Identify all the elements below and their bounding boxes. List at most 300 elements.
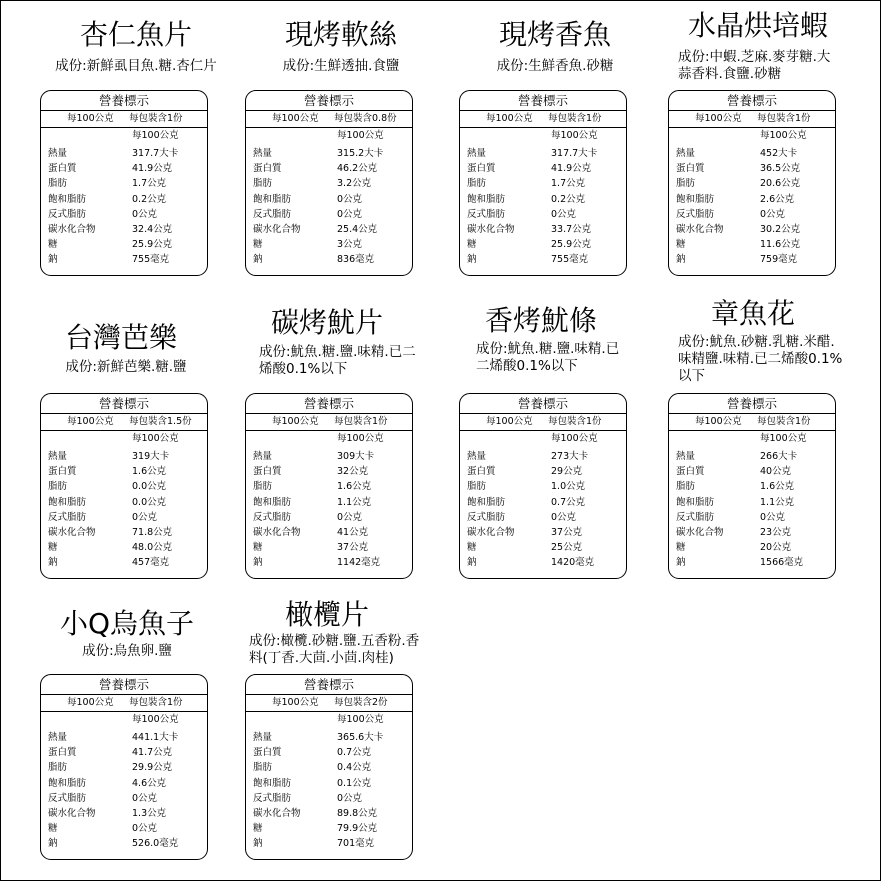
nutrient-name: 糖	[676, 239, 686, 251]
nutrient-name: 脂肪	[253, 178, 273, 190]
nutrient-row	[246, 821, 412, 836]
nutrient-row	[41, 222, 207, 237]
ingredients-text: 成份:魷魚.糖.鹽.味精.已二烯酸0.1%以下	[259, 344, 416, 377]
nutrient-value: 1.6公克	[337, 481, 372, 493]
per-100g-label: 每100公克	[272, 113, 319, 124]
product-title: 碳烤魷片	[270, 306, 383, 339]
nutrient-value: 759毫克	[760, 254, 798, 266]
nutrient-name: 熱量	[48, 732, 68, 743]
nutrient-value: 0.7公克	[551, 496, 586, 508]
nutrient-name: 糖	[467, 239, 477, 251]
nutrient-row	[246, 495, 412, 510]
servings-per-package: 每包裝含1份	[129, 697, 183, 708]
nutrition-panel	[668, 90, 836, 276]
nutrient-value: 0.2公克	[551, 193, 586, 205]
nutrient-value: 319大卡	[132, 451, 170, 462]
nutrient-value: 309大卡	[337, 451, 375, 462]
nutrient-row	[246, 806, 412, 821]
nutrient-row	[41, 836, 207, 851]
per-100g-column-header	[669, 128, 835, 144]
per-100g-column-header	[669, 431, 835, 447]
nutrient-rows	[246, 146, 412, 268]
nutrient-value: 1566毫克	[760, 557, 804, 569]
nutrient-value: 755毫克	[551, 254, 589, 266]
nutrient-name: 脂肪	[48, 178, 68, 190]
nutrient-value: 11.6公克	[760, 239, 801, 251]
nutrient-row	[246, 161, 412, 176]
nutrient-name: 鈉	[676, 254, 686, 266]
per-100g-label: 每100公克	[695, 113, 742, 124]
nutrient-row	[41, 776, 207, 791]
per-100g-col-label: 每100公克	[337, 714, 384, 725]
nutrient-name: 飽和脂肪	[253, 777, 292, 789]
nutrient-rows	[246, 449, 412, 571]
panel-title: 營養標示	[460, 91, 626, 111]
per-100g-col-label: 每100公克	[132, 433, 179, 444]
per-100g-column-header	[41, 431, 207, 447]
servings-per-package: 每包裝含1份	[129, 113, 183, 124]
nutrient-value: 755毫克	[132, 254, 170, 266]
nutrient-value: 0公克	[337, 792, 363, 804]
nutrient-name: 熱量	[48, 148, 68, 159]
ingredients-text: 成份:魷魚.砂糖.乳糖.米醋.味精鹽.味精.已二烯酸0.1%以下	[678, 334, 843, 384]
nutrient-value: 79.9公克	[337, 823, 378, 835]
nutrient-value: 41公克	[337, 526, 369, 538]
servings-per-package: 每包裝含2份	[334, 697, 388, 708]
serving-row	[669, 414, 835, 431]
nutrient-value: 32.4公克	[132, 223, 173, 235]
serving-row	[460, 111, 626, 128]
nutrient-name: 反式脂肪	[253, 208, 292, 220]
product-title: 現烤軟絲	[284, 18, 397, 51]
nutrient-name: 鈉	[676, 557, 686, 569]
product-title: 現烤香魚	[498, 18, 611, 51]
nutrient-row	[460, 192, 626, 207]
nutrient-value: 20公克	[760, 542, 792, 554]
panel-title: 營養標示	[246, 675, 412, 695]
per-100g-column-header	[460, 128, 626, 144]
serving-row	[246, 414, 412, 431]
serving-row	[246, 695, 412, 712]
nutrient-rows	[460, 449, 626, 571]
nutrient-name: 碳水化合物	[48, 807, 96, 819]
nutrient-value: 41.9公克	[132, 163, 173, 175]
nutrient-name: 碳水化合物	[676, 223, 724, 235]
nutrient-value: 1.1公克	[760, 496, 795, 508]
nutrient-row	[41, 806, 207, 821]
nutrient-row	[669, 510, 835, 525]
nutrient-value: 1.3公克	[132, 807, 167, 819]
nutrition-panel	[459, 393, 627, 579]
nutrient-row	[246, 745, 412, 760]
nutrient-row	[669, 449, 835, 464]
nutrient-value: 1.1公克	[337, 496, 372, 508]
per-100g-col-label: 每100公克	[132, 130, 179, 141]
nutrition-panel	[459, 90, 627, 276]
nutrient-row	[669, 252, 835, 267]
nutrient-row	[246, 207, 412, 222]
nutrient-row	[460, 495, 626, 510]
nutrient-row	[460, 252, 626, 267]
nutrient-name: 反式脂肪	[48, 792, 87, 804]
nutrient-name: 飽和脂肪	[48, 777, 87, 789]
ingredients-text: 成份:新鮮芭樂.糖.鹽	[65, 359, 187, 375]
nutrient-name: 蛋白質	[253, 466, 282, 478]
nutrient-value: 452大卡	[760, 148, 798, 159]
per-100g-label: 每100公克	[695, 416, 742, 427]
nutrient-name: 熱量	[676, 148, 696, 159]
nutrition-panel	[668, 393, 836, 579]
nutrition-panel	[245, 90, 413, 276]
nutrition-panel	[40, 90, 208, 276]
nutrient-rows	[669, 449, 835, 571]
nutrient-value: 0.0公克	[132, 481, 167, 493]
servings-per-package: 每包裝含1份	[548, 416, 602, 427]
per-100g-col-label: 每100公克	[132, 714, 179, 725]
nutrient-value: 273大卡	[551, 451, 589, 462]
nutrient-row	[41, 207, 207, 222]
per-100g-col-label: 每100公克	[760, 130, 807, 141]
nutrient-value: 30.2公克	[760, 223, 801, 235]
nutrient-value: 37公克	[551, 526, 583, 538]
servings-per-package: 每包裝含1份	[757, 113, 811, 124]
nutrition-panel	[245, 393, 413, 579]
nutrient-value: 1.6公克	[132, 466, 167, 478]
nutrient-value: 4.6公克	[132, 777, 167, 789]
per-100g-label: 每100公克	[67, 697, 114, 708]
nutrient-name: 飽和脂肪	[253, 496, 292, 508]
nutrient-value: 1.7公克	[132, 178, 167, 190]
nutrient-name: 鈉	[48, 254, 58, 266]
serving-row	[669, 111, 835, 128]
nutrient-name: 蛋白質	[676, 466, 705, 478]
nutrient-name: 糖	[253, 239, 263, 251]
nutrient-value: 25.9公克	[132, 239, 173, 251]
nutrient-value: 315.2大卡	[337, 148, 384, 159]
nutrient-name: 糖	[253, 542, 263, 554]
per-100g-label: 每100公克	[67, 113, 114, 124]
nutrient-name: 反式脂肪	[48, 208, 87, 220]
nutrient-value: 317.7大卡	[551, 148, 598, 159]
panel-title: 營養標示	[669, 394, 835, 414]
servings-per-package: 每包裝含1.5份	[129, 416, 192, 427]
nutrient-row	[41, 555, 207, 570]
nutrient-row	[41, 760, 207, 775]
nutrient-row	[460, 161, 626, 176]
serving-row	[246, 111, 412, 128]
nutrient-name: 鈉	[48, 838, 58, 850]
nutrient-name: 糖	[48, 823, 58, 835]
serving-row	[41, 695, 207, 712]
nutrient-name: 飽和脂肪	[48, 193, 87, 205]
nutrient-name: 蛋白質	[253, 747, 282, 759]
nutrient-row	[41, 525, 207, 540]
ingredients-text: 成份:生鮮香魚.砂糖	[496, 58, 614, 74]
nutrient-row	[246, 510, 412, 525]
nutrient-name: 鈉	[467, 254, 477, 266]
nutrient-row	[246, 791, 412, 806]
nutrient-row	[41, 745, 207, 760]
nutrient-value: 29公克	[551, 466, 583, 478]
product-title: 杏仁魚片	[79, 18, 192, 51]
nutrient-value: 526.0毫克	[132, 838, 179, 850]
nutrient-name: 鈉	[467, 557, 477, 569]
ingredients-text: 成份:中蝦.芝麻.麥芽糖.大蒜香料.食鹽.砂糖	[678, 49, 831, 82]
per-100g-col-label: 每100公克	[337, 130, 384, 141]
nutrient-row	[460, 237, 626, 252]
nutrient-value: 2.6公克	[760, 193, 795, 205]
nutrient-name: 反式脂肪	[253, 792, 292, 804]
nutrient-row	[460, 464, 626, 479]
nutrient-name: 熱量	[253, 732, 273, 743]
nutrient-row	[246, 836, 412, 851]
nutrient-row	[669, 237, 835, 252]
panel-title: 營養標示	[41, 91, 207, 111]
per-100g-column-header	[246, 128, 412, 144]
per-100g-label: 每100公克	[486, 113, 533, 124]
nutrient-value: 0.7公克	[337, 747, 372, 759]
nutrition-panel	[245, 674, 413, 860]
nutrient-name: 熱量	[467, 451, 487, 462]
nutrient-row	[41, 252, 207, 267]
nutrient-name: 碳水化合物	[48, 526, 96, 538]
nutrient-name: 脂肪	[467, 481, 487, 493]
nutrient-value: 41.7公克	[132, 747, 173, 759]
per-100g-col-label: 每100公克	[760, 433, 807, 444]
nutrient-row	[246, 449, 412, 464]
nutrient-row	[246, 192, 412, 207]
nutrient-value: 25公克	[551, 542, 583, 554]
nutrient-name: 熱量	[48, 451, 68, 462]
ingredients-text: 成份:新鮮虱目魚.糖.杏仁片	[55, 58, 217, 74]
nutrient-value: 266大卡	[760, 451, 798, 462]
nutrient-rows	[41, 730, 207, 852]
nutrient-value: 71.8公克	[132, 526, 173, 538]
per-100g-label: 每100公克	[272, 697, 319, 708]
nutrient-name: 碳水化合物	[467, 223, 515, 235]
nutrient-value: 457毫克	[132, 557, 170, 569]
serving-row	[41, 111, 207, 128]
nutrient-value: 40公克	[760, 466, 792, 478]
nutrient-name: 碳水化合物	[676, 526, 724, 538]
per-100g-column-header	[41, 128, 207, 144]
nutrient-value: 33.7公克	[551, 223, 592, 235]
nutrient-row	[460, 449, 626, 464]
nutrient-row	[669, 555, 835, 570]
nutrient-name: 蛋白質	[253, 163, 282, 175]
nutrient-row	[41, 730, 207, 745]
panel-title: 營養標示	[246, 91, 412, 111]
per-100g-column-header	[460, 431, 626, 447]
per-100g-col-label: 每100公克	[551, 433, 598, 444]
per-100g-col-label: 每100公克	[551, 130, 598, 141]
nutrient-name: 鈉	[253, 838, 263, 850]
nutrient-name: 飽和脂肪	[48, 496, 87, 508]
servings-per-package: 每包裝含1份	[757, 416, 811, 427]
nutrient-name: 脂肪	[253, 762, 273, 774]
nutrient-row	[460, 222, 626, 237]
nutrient-name: 蛋白質	[48, 747, 77, 759]
serving-row	[41, 414, 207, 431]
nutrient-row	[41, 176, 207, 191]
nutrient-value: 25.9公克	[551, 239, 592, 251]
nutrient-name: 糖	[467, 542, 477, 554]
nutrient-name: 脂肪	[253, 481, 273, 493]
panel-title: 營養標示	[460, 394, 626, 414]
nutrient-value: 0公克	[337, 208, 363, 220]
nutrient-name: 糖	[676, 542, 686, 554]
nutrient-name: 蛋白質	[467, 163, 496, 175]
ingredients-text: 成份:魷魚.糖.鹽.味精.已二烯酸0.1%以下	[476, 341, 620, 374]
nutrient-row	[246, 237, 412, 252]
nutrient-value: 0公克	[132, 208, 158, 220]
nutrient-name: 脂肪	[676, 178, 696, 190]
nutrient-row	[41, 495, 207, 510]
nutrient-row	[246, 555, 412, 570]
nutrient-row	[246, 464, 412, 479]
nutrient-row	[460, 510, 626, 525]
nutrient-name: 碳水化合物	[253, 526, 301, 538]
nutrition-panel	[40, 393, 208, 579]
nutrient-value: 0公克	[132, 823, 158, 835]
nutrient-name: 飽和脂肪	[467, 496, 506, 508]
nutrient-name: 反式脂肪	[676, 511, 715, 523]
nutrient-name: 飽和脂肪	[676, 496, 715, 508]
nutrient-value: 441.1大卡	[132, 732, 179, 743]
nutrient-name: 碳水化合物	[253, 807, 301, 819]
ingredients-text: 成份:橄欖.砂糖.鹽.五香粉.香料(丁香.大茴.小茴.肉桂)	[249, 633, 420, 666]
nutrient-name: 熱量	[676, 451, 696, 462]
nutrient-name: 反式脂肪	[253, 511, 292, 523]
nutrient-value: 0.1公克	[337, 777, 372, 789]
nutrient-name: 反式脂肪	[467, 511, 506, 523]
nutrient-row	[246, 146, 412, 161]
nutrient-row	[669, 222, 835, 237]
nutrient-row	[460, 555, 626, 570]
nutrient-row	[41, 479, 207, 494]
nutrient-name: 熱量	[467, 148, 487, 159]
per-100g-label: 每100公克	[67, 416, 114, 427]
nutrient-rows	[669, 146, 835, 268]
product-title: 小Q烏魚子	[59, 607, 195, 640]
nutrient-row	[41, 540, 207, 555]
nutrient-value: 0公克	[551, 511, 577, 523]
nutrient-name: 鈉	[253, 557, 263, 569]
per-100g-column-header	[41, 712, 207, 728]
nutrition-panel	[40, 674, 208, 860]
per-100g-label: 每100公克	[272, 416, 319, 427]
nutrient-row	[460, 146, 626, 161]
nutrient-value: 32公克	[337, 466, 369, 478]
nutrient-name: 蛋白質	[48, 163, 77, 175]
nutrient-rows	[246, 730, 412, 852]
per-100g-col-label: 每100公克	[337, 433, 384, 444]
nutrient-name: 碳水化合物	[253, 223, 301, 235]
nutrient-row	[669, 207, 835, 222]
nutrient-value: 1.6公克	[760, 481, 795, 493]
per-100g-column-header	[246, 712, 412, 728]
nutrient-value: 0公克	[337, 511, 363, 523]
nutrient-name: 脂肪	[48, 481, 68, 493]
nutrient-row	[669, 464, 835, 479]
nutrient-value: 0公克	[132, 792, 158, 804]
nutrient-name: 飽和脂肪	[676, 193, 715, 205]
nutrient-value: 20.6公克	[760, 178, 801, 190]
nutrient-row	[246, 540, 412, 555]
nutrient-row	[669, 479, 835, 494]
nutrient-name: 反式脂肪	[48, 511, 87, 523]
nutrient-name: 蛋白質	[48, 466, 77, 478]
nutrient-value: 317.7大卡	[132, 148, 179, 159]
nutrient-value: 1420毫克	[551, 557, 595, 569]
nutrient-row	[41, 464, 207, 479]
nutrient-value: 365.6大卡	[337, 732, 384, 743]
nutrient-rows	[460, 146, 626, 268]
nutrient-row	[246, 760, 412, 775]
nutrient-name: 碳水化合物	[467, 526, 515, 538]
nutrient-name: 反式脂肪	[467, 208, 506, 220]
nutrient-row	[669, 146, 835, 161]
panel-title: 營養標示	[41, 394, 207, 414]
nutrient-row	[669, 495, 835, 510]
nutrient-value: 0.4公克	[337, 762, 372, 774]
nutrient-value: 836毫克	[337, 254, 375, 266]
nutrient-name: 反式脂肪	[676, 208, 715, 220]
nutrient-row	[41, 510, 207, 525]
product-title: 橄欖片	[284, 598, 369, 631]
nutrient-row	[246, 222, 412, 237]
nutrient-row	[246, 479, 412, 494]
nutrient-name: 脂肪	[48, 762, 68, 774]
nutrient-value: 1142毫克	[337, 557, 381, 569]
nutrient-value: 0公克	[337, 193, 363, 205]
nutrient-name: 熱量	[253, 148, 273, 159]
serving-row	[460, 414, 626, 431]
nutrient-value: 0公克	[760, 511, 786, 523]
nutrient-row	[460, 525, 626, 540]
nutrient-value: 89.8公克	[337, 807, 378, 819]
nutrient-name: 蛋白質	[676, 163, 705, 175]
product-title: 章魚花	[710, 297, 795, 330]
per-100g-column-header	[246, 431, 412, 447]
ingredients-text: 成份:生鮮透抽.食鹽	[282, 58, 400, 74]
nutrient-name: 鈉	[253, 254, 263, 266]
nutrient-row	[41, 821, 207, 836]
nutrient-value: 41.9公克	[551, 163, 592, 175]
nutrient-row	[41, 791, 207, 806]
product-title: 香烤魷條	[484, 304, 597, 337]
nutrient-value: 1.0公克	[551, 481, 586, 493]
nutrient-row	[41, 146, 207, 161]
nutrient-row	[246, 525, 412, 540]
nutrient-value: 0公克	[132, 511, 158, 523]
panel-title: 營養標示	[669, 91, 835, 111]
nutrient-name: 熱量	[253, 451, 273, 462]
nutrient-name: 飽和脂肪	[467, 193, 506, 205]
nutrient-row	[246, 730, 412, 745]
nutrient-name: 脂肪	[467, 178, 487, 190]
panel-title: 營養標示	[246, 394, 412, 414]
nutrient-row	[41, 449, 207, 464]
nutrient-value: 3.2公克	[337, 178, 372, 190]
nutrient-row	[460, 540, 626, 555]
panel-title: 營養標示	[41, 675, 207, 695]
nutrient-value: 46.2公克	[337, 163, 378, 175]
nutrient-row	[669, 525, 835, 540]
nutrient-value: 0公克	[760, 208, 786, 220]
servings-per-package: 每包裝含1份	[548, 113, 602, 124]
product-title: 水晶烘培蝦	[687, 9, 828, 42]
